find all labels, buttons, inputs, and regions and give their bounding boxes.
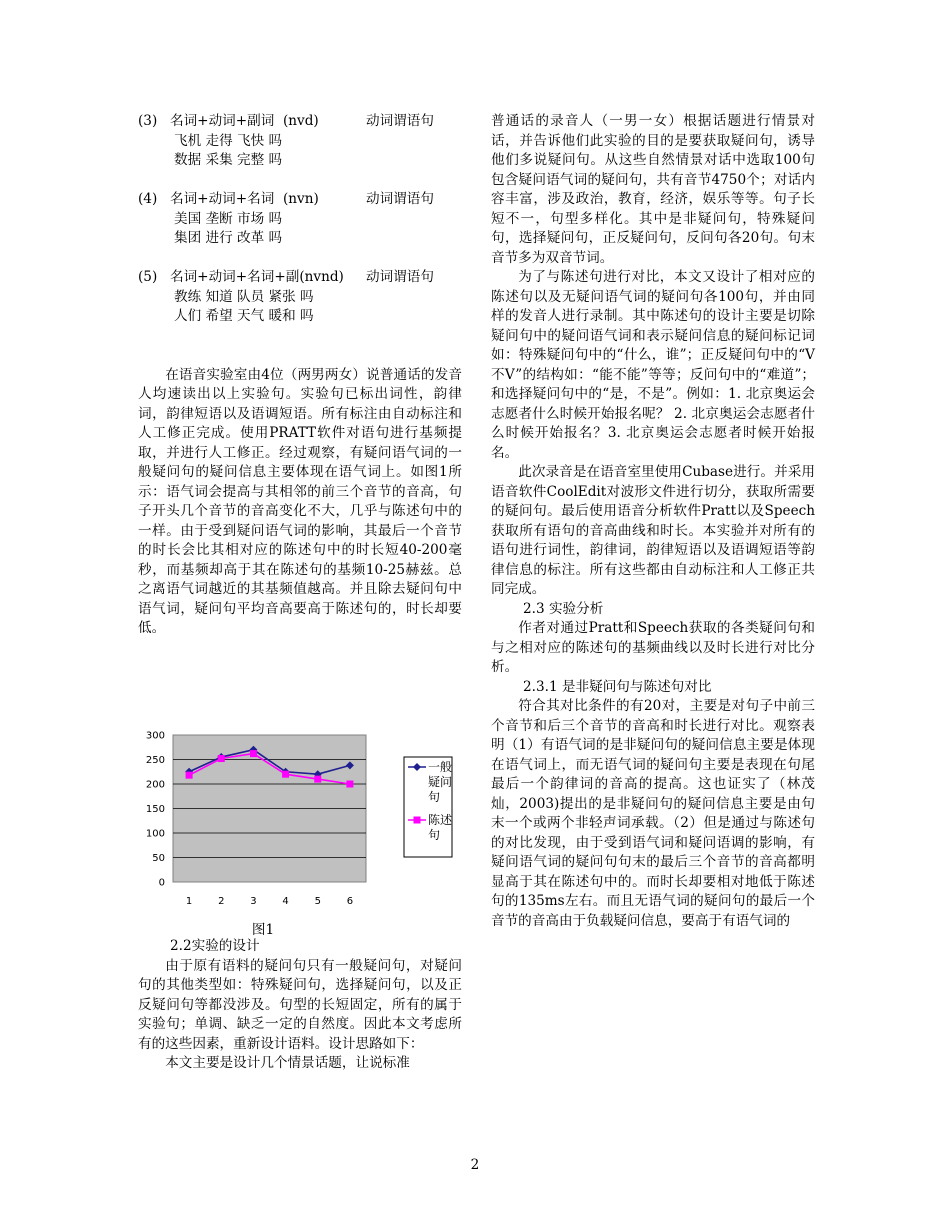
example-block [138, 268, 462, 327]
figure-1-chart [138, 727, 462, 917]
body-paragraph: 由于原有语料的疑问句只有一般疑问句，对疑问句的其他类型如：特殊疑问句，选择疑问句，以及正反疑问句等都没涉及。句型的长短固定，所有的属于实验句；单调、缺乏一定的自然度。因此本文考虑所有的这些因素，重新设计语料。设计思路如下： [138, 957, 462, 1052]
example-sentence: 数据 采集 完整 吗 [174, 152, 283, 168]
data-point-series-2 [218, 755, 225, 762]
legend-label: 句 [428, 828, 441, 842]
example-type: 动词谓语句 [366, 191, 434, 207]
section-heading: 2.3 实验分析 [523, 600, 604, 617]
subsection-heading: 2.3.1 是非疑问句与陈述句对比 [523, 678, 712, 695]
y-tick-label: 0 [158, 877, 165, 889]
body-paragraph: 符合其对比条件的有20对，主要是对句子中前三个音节和后三个音节的音高和时长进行对比。观察表明（1）有语气词的是非疑问句的疑问信息主要是体现在语气词上，而无语气词的疑问句主要是表现在句尾最后一个韵律词的音高的提高。这也证实了（林茂灿，2003)提出的是非疑问句的疑问信息主要是由句末一个或两个非轻声词承载。（2）但是通过与陈述句的对比发现，由于受到语气词和疑问语调的影响，有疑问语气词的疑问句句末的最后三个音节的音高都明显高于其在陈述句中的。而时长却要相对地低于陈述句的135ms左右。而且无语气词的疑问句的最后一个音节的音高由于负载疑问信息，要高于有语气词的 [491, 698, 815, 929]
example-number: (5) [138, 269, 158, 285]
example-sentence: 教练 知道 队员 紧张 吗 [174, 288, 314, 305]
y-tick-label: 50 [152, 853, 165, 864]
example-number: (3) [138, 113, 158, 129]
left-column [138, 112, 462, 639]
data-point-series-2 [314, 776, 321, 783]
figure-caption: 图1 [251, 922, 275, 938]
example-pattern: 名词+动词+名词 (nvn) [170, 191, 319, 207]
page-number: 2 [470, 1157, 480, 1173]
legend-label: 陈述 [428, 813, 453, 827]
x-tick-label: 2 [218, 896, 225, 907]
x-tick-label: 1 [185, 896, 193, 907]
data-point-series-2 [346, 781, 353, 788]
right-column [491, 112, 815, 931]
legend-marker-2 [414, 817, 421, 824]
example-sentence: 美国 垄断 市场 吗 [174, 210, 283, 227]
data-point-series-2 [250, 750, 257, 757]
data-point-series-2 [186, 772, 193, 779]
x-tick-label: 6 [346, 896, 354, 907]
example-number: (4) [138, 191, 158, 207]
body-paragraph: 作者对通过Pratt和Speech获取的各类疑问句和与之相对应的陈述句的基频曲线以及时长进行对比分析。 [491, 620, 815, 675]
y-tick-label: 100 [145, 828, 165, 840]
x-tick-label: 4 [282, 896, 289, 907]
x-tick-label: 5 [314, 896, 321, 907]
legend-label: 句 [428, 790, 441, 804]
example-type: 动词谓语句 [366, 113, 434, 129]
example-pattern: 名词+动词+名词+副(nvnd) [170, 269, 344, 285]
body-paragraph: 在语音实验室由4位（两男两女）说普通话的发音人均速读出以上实验句。实验句已标出词性，韵律词，韵律短语以及语调短语。所有标注由自动标注和人工修正完成。使用PRATT软件对语句进行基频提取，并进行人工修正。经过观察，有疑问语气词的一般疑问句的疑问信息主要体现在语气词上。如图1所示：语气词会提高与其相邻的前三个音节的音高，句子开头几个音节的音高变化不大，几乎与陈述句中的一样。由于受到疑问语气词的影响，其最后一个音节的时长会比其相对应的陈述句中的时长短40-200毫秒，而基频却高于其在陈述句的基频10-25赫兹。总之离语气词越近的其基频值越高。并且除去疑问句中语气词，疑问句平均音高要高于陈述句的，时长却要低。 [138, 366, 462, 636]
body-paragraph: 本文主要是设计几个情景话题，让说标准 [165, 1055, 410, 1071]
body-paragraph: 普通话的录音人（一男一女）根据话题进行情景对话，并告诉他们此实验的目的是要获取疑问句，诱导他们多说疑问句。从这些自然情景对话中选取100句包含疑问语气词的疑问句，共有音节4750个；对话内容丰富，涉及政治，教育，经济，娱乐等等。句子长短不一，句型多样化。其中是非疑问句，特殊疑问句，选择疑问句，正反疑问句，反问句各20句。句末音节多为双音节词。 [491, 113, 815, 266]
y-tick-label: 150 [145, 804, 165, 815]
y-tick-label: 300 [145, 730, 165, 742]
example-sentence: 集团 进行 改革 吗 [174, 230, 283, 246]
legend-label: 一般 [428, 760, 453, 774]
x-tick-label: 3 [250, 896, 257, 907]
section-heading: 2.2实验的设计 [170, 938, 260, 954]
y-tick-label: 200 [145, 779, 165, 791]
left-column-bottom [138, 937, 462, 1074]
example-block [138, 190, 462, 249]
example-pattern: 名词+动词+副词 (nvd) [170, 113, 319, 129]
legend-label: 疑问 [428, 775, 453, 789]
data-point-series-2 [282, 771, 289, 778]
y-tick-label: 250 [145, 755, 165, 766]
body-paragraph: 此次录音是在语音室里使用Cubase进行。并采用语音软件CoolEdit对波形文件进行切分，获取所需要的疑问句。最后使用语音分析软件Pratt以及Speech获取所有语句的音高曲线和时长。本实验并对所有的语句进行词性，韵律词，韵律短语以及语调短语等韵律信息的标注。所有这些都由自动标注和人工修正共同完成。 [491, 464, 815, 597]
example-sentence: 人们 希望 天气 暖和 吗 [174, 308, 314, 324]
example-type: 动词谓语句 [366, 269, 434, 285]
example-sentence: 飞机 走得 飞快 吗 [174, 132, 283, 149]
body-paragraph: 为了与陈述句进行对比，本文又设计了相对应的陈述句以及无疑问语气词的疑问句各100句，并由同样的发音人进行录制。其中陈述句的设计主要是切除疑问句中的疑问语气词和表示疑问信息的疑问标记词如：特殊疑问句中的“什么，谁”；正反疑问句中的“V不V”的结构如：“能不能”等等；反问句中的“难道”；和选择疑问句中的“是，不是”。例如：1. 北京奥运会志愿者什么时候开始报名呢？ 2. 北京奥运会志愿者什么时候开始报名？3. 北京奥运会志愿者时候开始报名。 [491, 269, 815, 461]
example-block [138, 112, 462, 171]
